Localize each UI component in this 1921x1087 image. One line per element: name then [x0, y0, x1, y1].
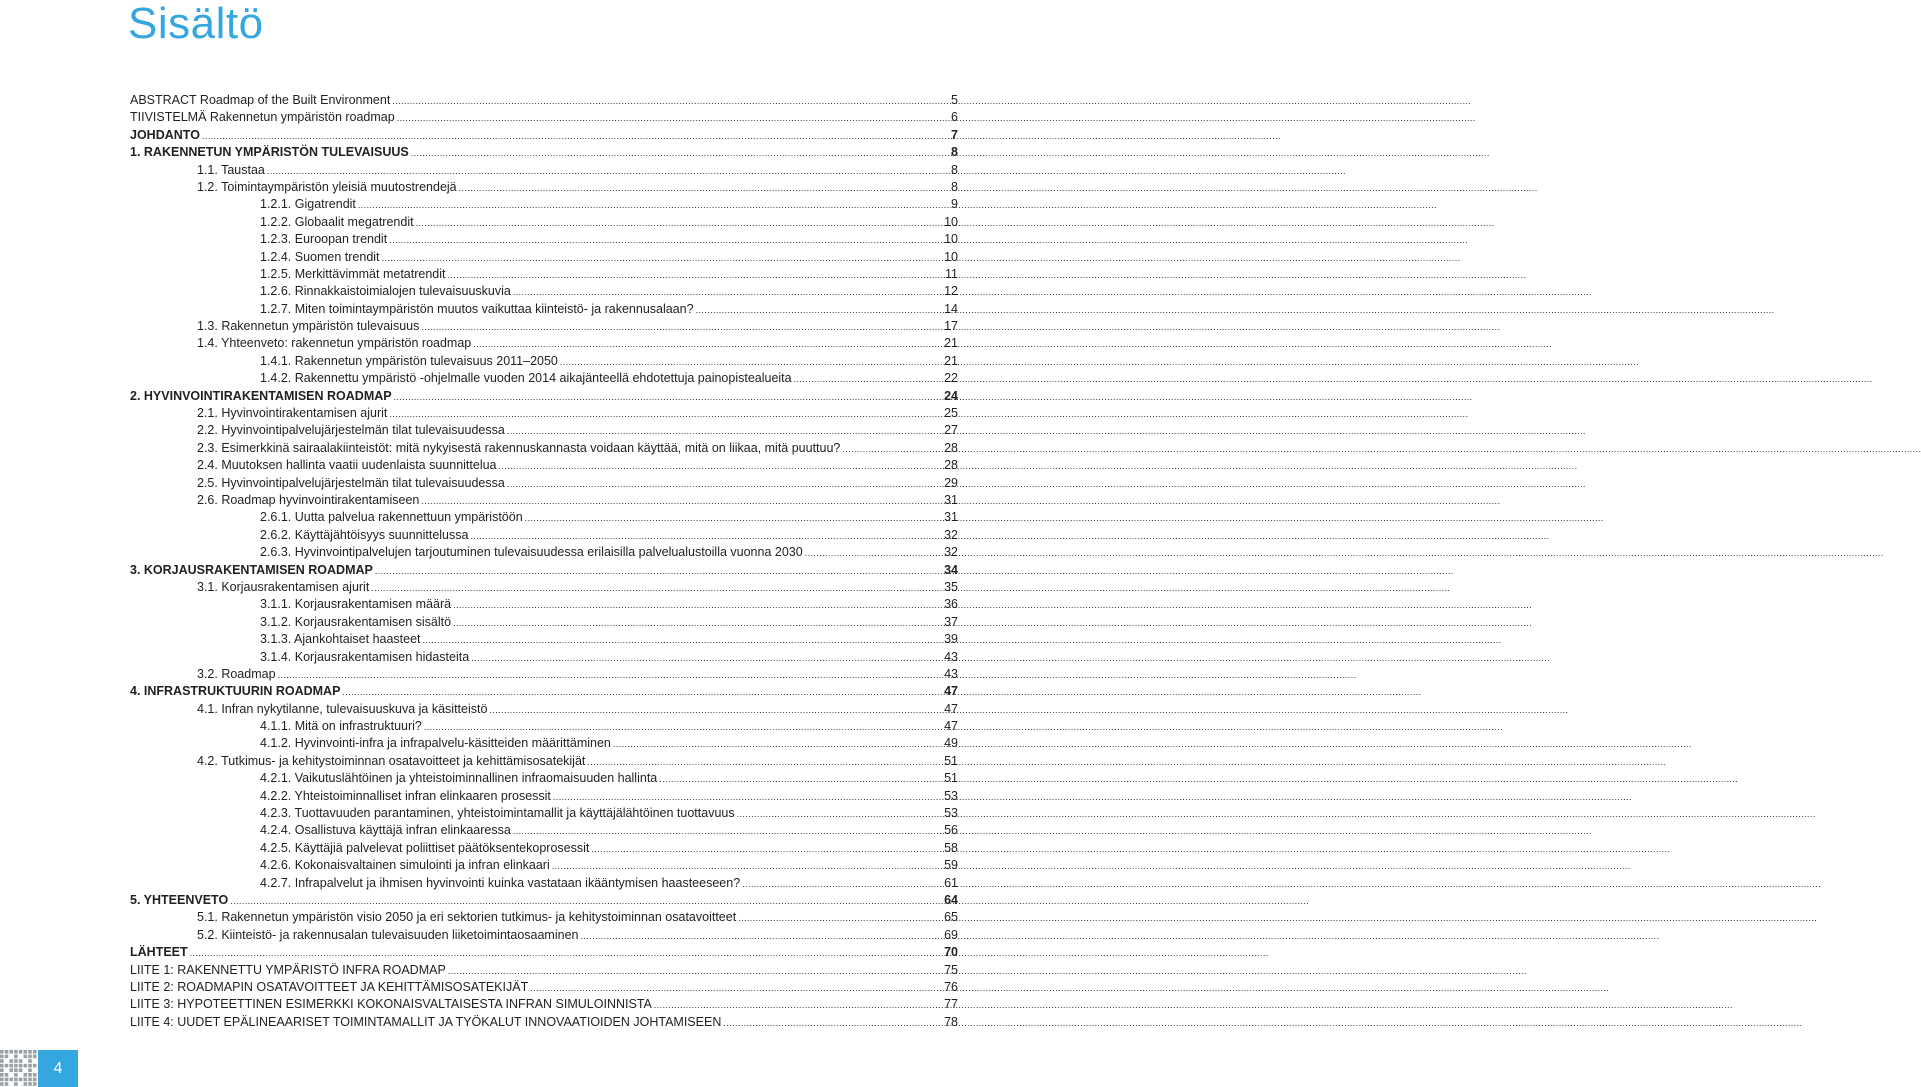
toc-entry[interactable] [130, 962, 958, 979]
toc-entry-title: 1.4.1. Rakennetun ympäristön tulevaisuus 2011–2050 [260, 353, 558, 368]
toc-entry-title: 4.2.5. Käyttäjiä palvelevat poliittiset päätöksentekoprosessit [260, 840, 590, 855]
grid-cell [14, 1064, 18, 1068]
toc-entry-title: TIIVISTELMÄ Rakennetun ympäristön roadmap [130, 110, 395, 125]
grid-cell [24, 1050, 28, 1054]
toc-entry[interactable] [130, 231, 958, 248]
grid-cell [33, 1073, 37, 1077]
toc-entry[interactable] [130, 822, 958, 839]
grid-cell [24, 1064, 28, 1068]
toc-entry-page: 9 [951, 197, 958, 212]
toc-entry-title: 2. HYVINVOINTIRAKENTAMISEN ROADMAP [130, 388, 392, 403]
toc-entry[interactable] [130, 301, 958, 318]
toc-entry-title: 5.1. Rakennetun ympäristön visio 2050 ja eri sektorien tutkimus- ja kehitystoiminnan osatavoitteet [197, 910, 737, 925]
grid-cell [28, 1073, 32, 1077]
grid-cell [5, 1073, 9, 1077]
toc-entry-title: 1.2.3. Euroopan trendit [260, 232, 388, 247]
toc-dot-leader [654, 997, 1733, 1014]
grid-cell [0, 1055, 4, 1059]
toc-entry-title: 1.2.6. Rinnakkaistoimialojen tulevaisuuskuvia [260, 284, 511, 299]
toc-dot-leader [371, 580, 1450, 597]
toc-entry[interactable] [130, 214, 958, 231]
toc-entry-page: 51 [944, 771, 958, 786]
toc-dot-leader [587, 754, 1666, 771]
toc-entry-title: 4.2.2. Yhteistoiminnalliset infran elinkaaren prosessit [260, 788, 551, 803]
toc-dot-leader [525, 510, 1604, 527]
toc-entry[interactable] [130, 683, 958, 700]
grid-cell [14, 1050, 18, 1054]
toc-entry-title: 3.1.4. Korjausrakentamisen hidasteita [260, 649, 470, 664]
grid-cell [5, 1064, 9, 1068]
toc-entry-page: 31 [944, 492, 958, 507]
toc-entry[interactable] [130, 649, 958, 666]
toc-dot-leader [278, 667, 1357, 684]
toc-entry[interactable] [130, 927, 958, 944]
grid-cell [0, 1073, 4, 1077]
toc-dot-leader [358, 197, 1437, 214]
grid-cell [9, 1059, 13, 1063]
toc-entry-title: 2.3. Esimerkkinä sairaalakiinteistöt: mitä nykyisestä rakennuskannasta voidaan käyttää, mitä on liikaa, mitä puuttuu? [197, 440, 841, 455]
grid-cell [19, 1078, 23, 1082]
toc-entry-title: 5. YHTEENVETO [130, 892, 229, 907]
grid-cell [19, 1059, 23, 1063]
toc-entry-page: 10 [944, 214, 958, 229]
toc-entry-page: 14 [944, 301, 958, 316]
grid-cell [24, 1073, 28, 1077]
grid-cell [28, 1050, 32, 1054]
toc-entry-page: 56 [944, 823, 958, 838]
grid-cell [14, 1073, 18, 1077]
toc-entry-page: 32 [944, 527, 958, 542]
toc-entry-title: LIITE 3: HYPOTEETTINEN ESIMERKKI KOKONAISVALTAISESTA INFRAN SIMULOINNISTA [130, 997, 652, 1012]
toc-dot-leader [453, 597, 1532, 614]
toc-entry-page: 32 [944, 545, 958, 560]
toc-entry[interactable] [130, 162, 958, 179]
footer-grid-pattern [0, 1050, 38, 1087]
toc-dot-leader [267, 163, 1346, 180]
grid-cell [28, 1064, 32, 1068]
grid-cell [5, 1078, 9, 1082]
toc-entry-page: 24 [944, 388, 958, 403]
grid-cell [14, 1059, 18, 1063]
toc-dot-leader [230, 893, 1309, 910]
grid-cell [28, 1055, 32, 1059]
grid-cell [14, 1082, 18, 1086]
toc-entry-title: 1.4. Yhteenveto: rakennetun ympäristön roadmap [197, 336, 472, 351]
grid-cell [14, 1078, 18, 1082]
toc-entry-title: LIITE 4: UUDET EPÄLINEAARISET TOIMINTAMALLIT JA TYÖKALUT INNOVAATIOIDEN JOHTAMISEEN [130, 1014, 722, 1029]
grid-cell [19, 1068, 23, 1072]
toc-entry-page: 7 [951, 127, 958, 142]
toc-dot-leader [723, 1015, 1802, 1032]
toc-dot-leader [424, 719, 1503, 736]
toc-entry[interactable] [130, 909, 958, 926]
toc-entry-page: 28 [944, 458, 958, 473]
toc-dot-leader [421, 319, 1500, 336]
toc-entry-page: 75 [944, 962, 958, 977]
toc-dot-leader [471, 650, 1550, 667]
toc-entry[interactable] [130, 196, 958, 213]
toc-entry-title: 4.2. Tutkimus- ja kehitystoiminnan osatavoitteet ja kehittämisosatekijät [197, 753, 586, 768]
toc-entry[interactable] [130, 788, 958, 805]
toc-entry-page: 21 [944, 353, 958, 368]
toc-entry[interactable] [130, 353, 958, 370]
toc-entry-title: 2.5. Hyvinvointipalvelujärjestelmän tilat tulevaisuudessa [197, 475, 505, 490]
toc-entry[interactable] [130, 457, 958, 474]
toc-entry-page: 35 [944, 579, 958, 594]
grid-cell [33, 1064, 37, 1068]
toc-entry[interactable] [130, 388, 958, 405]
toc-entry-title: LÄHTEET [130, 945, 188, 960]
toc-entry[interactable] [130, 579, 958, 596]
toc-entry-title: 1.2.1. Gigatrendit [260, 197, 356, 212]
toc-dot-leader [470, 528, 1549, 545]
toc-dot-leader [552, 858, 1631, 875]
toc-entry-title: 1. RAKENNETUN YMPÄRISTÖN TULEVAISUUS [130, 145, 409, 160]
toc-entry-title: 1.2.4. Suomen trendit [260, 249, 380, 264]
toc-entry[interactable] [130, 944, 958, 961]
toc-entry-page: 47 [944, 684, 958, 699]
toc-entry-title: 4.2.7. Infrapalvelut ja ihmisen hyvinvointi kuinka vastataan ikääntymisen haasteeseen? [260, 875, 741, 890]
toc-entry[interactable] [130, 249, 958, 266]
toc-entry[interactable] [130, 666, 958, 683]
grid-cell [19, 1050, 23, 1054]
toc-entry-title: 3. KORJAUSRAKENTAMISEN ROADMAP [130, 562, 373, 577]
toc-entry-page: 31 [944, 510, 958, 525]
toc-entry[interactable] [130, 283, 958, 300]
toc-entry[interactable] [130, 179, 958, 196]
toc-entry-page: 22 [944, 371, 958, 386]
toc-entry[interactable] [130, 718, 958, 735]
grid-cell [19, 1064, 23, 1068]
toc-entry-page: 78 [944, 1014, 958, 1029]
grid-cell [28, 1078, 32, 1082]
toc-entry-page: 39 [944, 632, 958, 647]
grid-cell [33, 1082, 37, 1086]
toc-entry-title: 4.1.1. Mitä on infrastruktuuri? [260, 719, 422, 734]
grid-cell [0, 1082, 4, 1086]
grid-cell [9, 1078, 13, 1082]
toc-entry-page: 76 [944, 979, 958, 994]
toc-entry-title: 4.2.3. Tuottavuuden parantaminen, yhteistoimintamallit ja käyttäjälähtöinen tuottavuus [260, 806, 735, 821]
toc-entry-page: 43 [944, 649, 958, 664]
grid-cell [0, 1078, 4, 1082]
toc-entry-title: 2.6.3. Hyvinvointipalvelujen tarjoutuminen tulevaisuudessa erilaisilla palvelualustoilla vuonna 2030 [260, 545, 803, 560]
toc-entry[interactable] [130, 318, 958, 335]
grid-cell [33, 1055, 37, 1059]
page-title: Sisältö [128, 0, 264, 48]
toc-entry-page: 70 [944, 945, 958, 960]
toc-entry-title: 2.4. Muutoksen hallinta vaatii uudenlaista suunnittelua [197, 458, 497, 473]
grid-cell [5, 1082, 9, 1086]
toc-dot-leader [530, 980, 1609, 997]
toc-entry-title: 2.2. Hyvinvointipalvelujärjestelmän tilat tulevaisuudessa [197, 423, 505, 438]
toc-entry-title: 1.2.5. Merkittävimmät metatrendit [260, 266, 446, 281]
toc-dot-leader [507, 476, 1586, 493]
toc-entry[interactable] [130, 144, 958, 161]
toc-entry-page: 8 [951, 162, 958, 177]
toc-entry-title: 1.4.2. Rakennettu ympäristö -ohjelmalle vuoden 2014 aikajänteellä ehdotettuja painopistealueita [260, 371, 792, 386]
toc-dot-leader [580, 928, 1659, 945]
toc-dot-leader [423, 632, 1502, 649]
toc-entry[interactable] [130, 614, 958, 631]
grid-cell [5, 1050, 9, 1054]
toc-entry-page: 64 [944, 892, 958, 907]
toc-entry-page: 10 [944, 232, 958, 247]
toc-entry-title: 1.2.7. Miten toimintaympäristön muutos vaikuttaa kiinteistö- ja rakennusalaan? [260, 301, 694, 316]
toc-entry[interactable] [130, 527, 958, 544]
toc-entry[interactable] [130, 596, 958, 613]
toc-entry-title: 3.1. Korjausrakentamisen ajurit [197, 579, 370, 594]
toc-dot-leader [842, 441, 1921, 458]
toc-entry-title: 3.1.1. Korjausrakentamisen määrä [260, 597, 452, 612]
toc-entry-page: 17 [944, 319, 958, 334]
toc-dot-leader [513, 823, 1592, 840]
toc-entry-page: 69 [944, 927, 958, 942]
toc-entry-page: 5 [951, 93, 958, 107]
toc-dot-leader [513, 284, 1592, 301]
toc-entry-page: 58 [944, 840, 958, 855]
toc-dot-leader [448, 963, 1527, 980]
toc-entry-title: LIITE 1: RAKENNETTU YMPÄRISTÖ INFRA ROADMAP [130, 962, 446, 977]
grid-cell [14, 1055, 18, 1059]
toc-entry[interactable] [130, 1014, 958, 1031]
toc-entry-title: 4.1. Infran nykytilanne, tulevaisuuskuva ja käsitteistö [197, 701, 488, 716]
toc-entry-page: 34 [944, 562, 958, 577]
toc-entry[interactable] [130, 701, 958, 718]
toc-entry-title: 1.2. Toimintaympäristön yleisiä muutostrendejä [197, 179, 457, 194]
grid-cell [24, 1082, 28, 1086]
toc-entry-page: 61 [944, 875, 958, 890]
toc-entry-page: 47 [944, 719, 958, 734]
toc-entry-title: 4.2.1. Vaikutuslähtöinen ja yhteistoiminnallinen infraomaisuuden hallinta [260, 771, 658, 786]
grid-cell [24, 1078, 28, 1082]
grid-cell [5, 1055, 9, 1059]
grid-cell [0, 1064, 4, 1068]
toc-entry-title: 4. INFRASTRUKTUURIN ROADMAP [130, 684, 341, 699]
toc-entry[interactable] [130, 335, 958, 352]
toc-entry[interactable] [130, 422, 958, 439]
grid-cell [14, 1068, 18, 1072]
toc-dot-leader [421, 493, 1500, 510]
table-of-contents [130, 92, 958, 1031]
toc-dot-leader [553, 789, 1632, 806]
toc-entry[interactable] [130, 753, 958, 770]
toc-entry[interactable] [130, 370, 958, 387]
toc-entry-page: 29 [944, 475, 958, 490]
toc-entry-page: 51 [944, 753, 958, 768]
toc-dot-leader [382, 250, 1461, 267]
toc-entry-page: 6 [951, 110, 958, 125]
toc-entry-title: 2.6.1. Uutta palvelua rakennettuun ympäristöön [260, 510, 523, 525]
toc-dot-leader [742, 876, 1821, 893]
toc-entry[interactable] [130, 109, 958, 126]
toc-entry-page: 53 [944, 806, 958, 821]
toc-entry[interactable] [130, 805, 958, 822]
toc-dot-leader [507, 423, 1586, 440]
toc-entry[interactable] [130, 440, 958, 457]
toc-entry-page: 49 [944, 736, 958, 751]
toc-dot-leader [375, 563, 1454, 580]
toc-entry-page: 21 [944, 336, 958, 351]
toc-entry-title: 1.2.2. Globaalit megatrendit [260, 214, 414, 229]
toc-dot-leader [342, 684, 1421, 701]
toc-dot-leader [473, 336, 1552, 353]
toc-dot-leader [659, 771, 1738, 788]
toc-entry-title: 3.1.2. Korjausrakentamisen sisältö [260, 614, 452, 629]
toc-entry-page: 11 [945, 266, 958, 281]
toc-dot-leader [447, 267, 1526, 284]
grid-cell [9, 1064, 13, 1068]
grid-cell [28, 1082, 32, 1086]
toc-entry[interactable] [130, 840, 958, 857]
toc-entry-title: 2.6. Roadmap hyvinvointirakentamiseen [197, 492, 420, 507]
toc-entry-page: 10 [944, 249, 958, 264]
toc-entry[interactable] [130, 857, 958, 874]
toc-dot-leader [805, 545, 1884, 562]
grid-cell [9, 1050, 13, 1054]
toc-entry-title: 5.2. Kiinteistö- ja rakennusalan tulevaisuuden liiketoimintaosaaminen [197, 927, 579, 942]
toc-dot-leader [737, 806, 1816, 823]
toc-entry-title: 2.1. Hyvinvointirakentamisen ajurit [197, 406, 388, 421]
toc-dot-leader [459, 180, 1538, 197]
toc-entry-page: 27 [944, 423, 958, 438]
toc-dot-leader [499, 458, 1578, 475]
toc-entry[interactable] [130, 996, 958, 1013]
toc-entry[interactable] [130, 735, 958, 752]
toc-entry-page: 47 [944, 701, 958, 716]
toc-entry-page: 28 [944, 440, 958, 455]
toc-entry[interactable] [130, 979, 958, 996]
toc-entry-title: 2.6.2. Käyttäjähtöisyys suunnittelussa [260, 527, 469, 542]
toc-entry-page: 12 [944, 284, 958, 299]
toc-entry-title: 4.2.4. Osallistuva käyttäjä infran elinkaaressa [260, 823, 511, 838]
toc-entry-page: 8 [951, 145, 958, 160]
toc-dot-leader [613, 736, 1692, 753]
toc-entry-title: 3.1.3. Ajankohtaiset haasteet [260, 632, 421, 647]
toc-entry[interactable] [130, 475, 958, 492]
toc-entry-page: 36 [944, 597, 958, 612]
toc-entry-page: 25 [944, 406, 958, 421]
grid-cell [0, 1068, 4, 1072]
toc-dot-leader [202, 128, 1281, 145]
grid-cell [33, 1078, 37, 1082]
toc-entry-page: 53 [944, 788, 958, 803]
toc-entry[interactable] [130, 509, 958, 526]
grid-cell [28, 1068, 32, 1072]
toc-dot-leader [190, 945, 1269, 962]
toc-entry-title: 1.1. Taustaa [197, 162, 265, 177]
toc-entry[interactable] [130, 92, 958, 109]
toc-entry[interactable] [130, 875, 958, 892]
toc-dot-leader [489, 702, 1568, 719]
toc-entry-page: 43 [944, 666, 958, 681]
grid-cell [24, 1055, 28, 1059]
toc-dot-leader [453, 615, 1532, 632]
toc-dot-leader [591, 841, 1670, 858]
toc-entry[interactable] [130, 544, 958, 561]
toc-entry-page: 59 [944, 858, 958, 873]
toc-entry-title: 4.1.2. Hyvinvointi-infra ja infrapalvelu-käsitteiden määrittäminen [260, 736, 611, 751]
toc-entry[interactable] [130, 266, 958, 283]
toc-entry-title: LIITE 2: ROADMAPIN OSATAVOITTEET JA KEHITTÄMISOSATEKIJÄT [130, 979, 529, 994]
grid-cell [33, 1050, 37, 1054]
grid-cell [28, 1059, 32, 1063]
toc-entry[interactable] [130, 405, 958, 422]
toc-entry-title: 4.2.6. Kokonaisvaltainen simulointi ja infran elinkaari [260, 858, 550, 873]
grid-cell [9, 1068, 13, 1072]
toc-entry[interactable] [130, 127, 958, 144]
page-number: 4 [53, 1060, 63, 1077]
toc-entry-title: ABSTRACT Roadmap of the Built Environment [130, 93, 391, 107]
toc-entry[interactable] [130, 492, 958, 509]
toc-dot-leader [560, 354, 1639, 371]
toc-entry[interactable] [130, 892, 958, 909]
toc-dot-leader [738, 910, 1817, 927]
grid-cell [0, 1059, 4, 1063]
toc-entry-page: 37 [944, 614, 958, 629]
toc-entry-page: 8 [951, 179, 958, 194]
toc-entry-page: 77 [944, 997, 958, 1012]
toc-dot-leader [696, 302, 1775, 319]
grid-cell [0, 1050, 4, 1054]
toc-entry-title: 3.2. Roadmap [197, 666, 276, 681]
toc-entry[interactable] [130, 770, 958, 787]
toc-entry[interactable] [130, 631, 958, 648]
toc-entry-title: JOHDANTO [130, 127, 200, 142]
toc-entry[interactable] [130, 562, 958, 579]
toc-entry-title: 1.3. Rakennetun ympäristön tulevaisuus [197, 319, 420, 334]
toc-entry-page: 65 [944, 910, 958, 925]
